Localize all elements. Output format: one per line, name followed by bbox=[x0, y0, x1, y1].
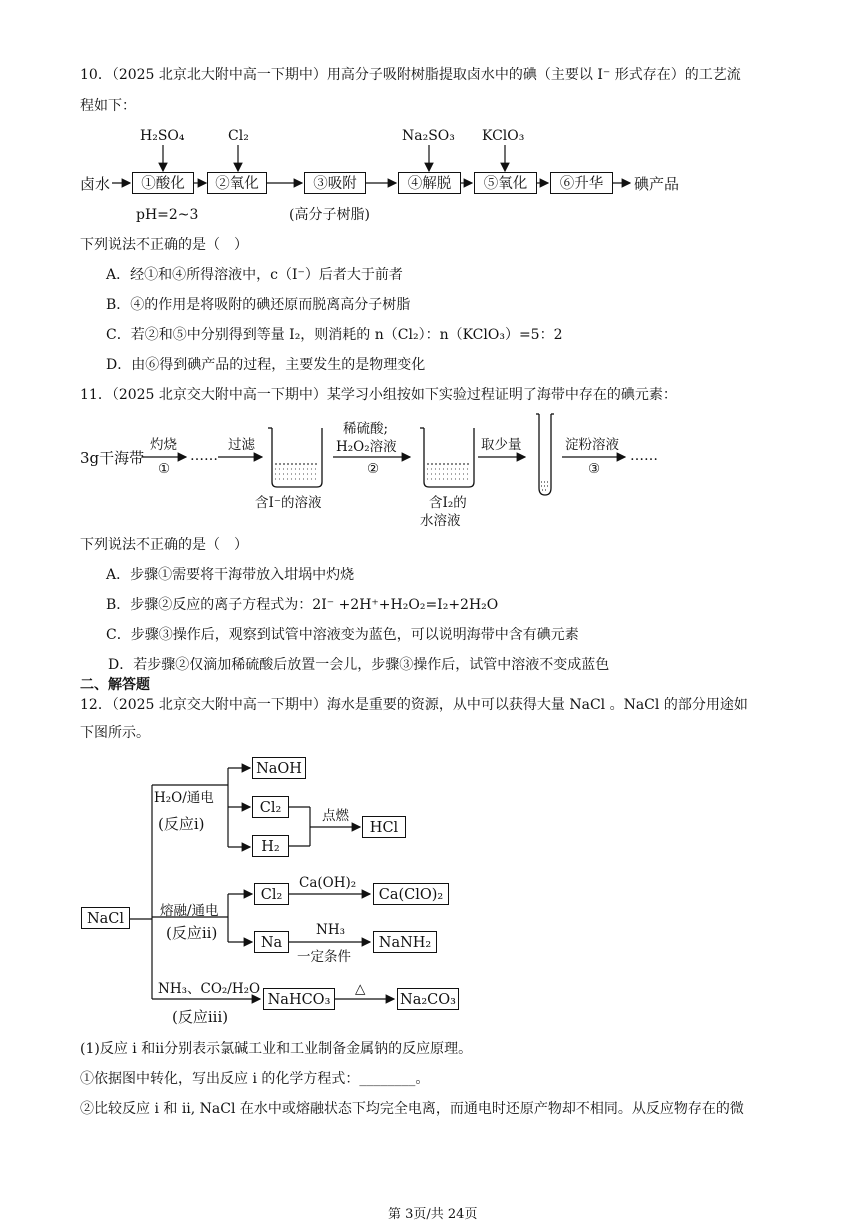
node-h2: H₂ bbox=[252, 835, 289, 857]
step-box-oxidize-1: ②氧化 bbox=[207, 172, 267, 194]
q11-option-a: A．步骤①需要将干海带放入坩埚中灼烧 bbox=[106, 567, 355, 583]
r3-heat-symbol: △ bbox=[355, 981, 366, 997]
r2b-condition-bottom: 一定条件 bbox=[297, 949, 351, 965]
step-box-oxidize-2: ⑤氧化 bbox=[474, 172, 537, 194]
node-caclo2: Ca(ClO)₂ bbox=[373, 883, 449, 905]
step-box-adsorb: ③吸附 bbox=[304, 172, 366, 194]
section-heading-answers: 二、解答题 bbox=[80, 677, 150, 693]
step-box-sublime: ⑥升华 bbox=[550, 172, 613, 194]
r2-condition: 熔融/通电 bbox=[160, 903, 219, 919]
q11-stem: 11．（2025 北京交大附中高一下期中）某学习小组按如下实验过程证明了海带中存在的碘元素： bbox=[80, 387, 677, 403]
flow-ellipsis-1: …… bbox=[190, 448, 218, 464]
node-na2co3: Na₂CO₃ bbox=[397, 988, 459, 1010]
r3-name: (反应iii) bbox=[172, 1008, 229, 1026]
node-nacl: NaCl bbox=[81, 907, 130, 929]
flow-start-brine: 卤水 bbox=[80, 175, 111, 193]
node-cl2-r2: Cl₂ bbox=[254, 883, 289, 905]
arrow2-label-filter: 过滤 bbox=[228, 437, 255, 453]
q10-stem-line2: 程如下： bbox=[80, 98, 136, 114]
beaker1-label: 含I⁻的溶液 bbox=[255, 495, 322, 511]
step-box-desorb: ④解脱 bbox=[398, 172, 461, 194]
node-hcl: HCl bbox=[362, 816, 406, 838]
node-na: Na bbox=[254, 931, 289, 953]
step-box-acidify: ①酸化 bbox=[132, 172, 194, 194]
arrow4-label-sample: 取少量 bbox=[481, 437, 522, 453]
q11-option-b: B．步骤②反应的离子方程式为：2I⁻ +2H⁺+H₂O₂=I₂+2H₂O bbox=[106, 597, 499, 613]
r1-condition: H₂O/通电 bbox=[154, 790, 214, 806]
q11-prompt: 下列说法不正确的是（ ） bbox=[80, 537, 248, 553]
q12-subquestion-1-2: ②比较反应 i 和 ii, NaCl 在水中或熔融状态下均完全电离，而通电时还原产物却不相同。从反应物存在的微 bbox=[80, 1101, 744, 1117]
q12-stem-line2: 下图所示。 bbox=[80, 725, 150, 741]
r3-condition: NH₃、CO₂/H₂O bbox=[158, 981, 261, 997]
node-nahco3: NaHCO₃ bbox=[263, 988, 335, 1010]
arrow1-label-ignite: 灼烧 bbox=[150, 437, 177, 453]
node-cl2-r1: Cl₂ bbox=[252, 796, 289, 818]
page-footer: 第 3页/共 24页 bbox=[388, 1207, 478, 1222]
q12-subquestion-1: (1)反应 i 和ii分别表示氯碱工业和工业制备金属钠的反应原理。 bbox=[80, 1041, 473, 1057]
r2b-condition-top: NH₃ bbox=[316, 922, 345, 938]
beaker2-label-line1: 含I₂的 bbox=[429, 495, 467, 511]
q11-option-d: D．若步骤②仅滴加稀硫酸后放置一会儿，步骤③操作后，试管中溶液不变成蓝色 bbox=[108, 657, 610, 673]
r1-name: (反应i) bbox=[158, 815, 205, 833]
q11-option-c: C．步骤③操作后，观察到试管中溶液变为蓝色，可以说明海带中含有碘元素 bbox=[106, 627, 579, 643]
flow-start-kelp: 3g干海带 bbox=[80, 449, 145, 467]
flow-ellipsis-2: …… bbox=[630, 448, 658, 464]
reagent-cl2: Cl₂ bbox=[228, 128, 249, 144]
q10-prompt: 下列说法不正确的是（ ） bbox=[80, 237, 248, 253]
q10-option-d: D．由⑥得到碘产品的过程，主要发生的是物理变化 bbox=[106, 357, 426, 373]
note-resin: (高分子树脂) bbox=[289, 207, 370, 223]
arrow5-step-number: ③ bbox=[588, 461, 601, 477]
arrow3-label-h2o2: H₂O₂溶液 bbox=[336, 439, 397, 455]
arrow3-step-number: ② bbox=[367, 461, 380, 477]
r2-name: (反应ii) bbox=[166, 924, 218, 942]
arrow1-step-number: ① bbox=[158, 461, 171, 477]
beaker2-label-line2: 水溶液 bbox=[420, 513, 461, 529]
reagent-kclo3: KClO₃ bbox=[482, 128, 525, 144]
r1-extra-condition: 点燃 bbox=[322, 808, 349, 824]
reagent-h2so4: H₂SO₄ bbox=[140, 128, 185, 144]
r2a-condition: Ca(OH)₂ bbox=[299, 875, 357, 891]
arrow5-label-starch: 淀粉溶液 bbox=[565, 437, 619, 453]
flow-end-iodine: 碘产品 bbox=[634, 175, 680, 193]
node-nanh2: NaNH₂ bbox=[373, 931, 437, 953]
reagent-na2so3: Na₂SO₃ bbox=[402, 128, 455, 144]
node-naoh: NaOH bbox=[252, 757, 306, 779]
q12-stem-line1: 12．（2025 北京交大附中高一下期中）海水是重要的资源，从中可以获得大量 NaCl 。NaCl 的部分用途如 bbox=[80, 697, 748, 713]
q10-option-b: B．④的作用是将吸附的碘还原而脱离高分子树脂 bbox=[106, 297, 411, 313]
q10-option-c: C．若②和⑤中分别得到等量 I₂，则消耗的 n（Cl₂）：n（KClO₃）=5：2 bbox=[106, 327, 563, 343]
q10-stem-line1: 10．（2025 北京北大附中高一下期中）用高分子吸附树脂提取卤水中的碘（主要以 I⁻ 形式存在）的工艺流 bbox=[80, 67, 741, 83]
q12-subquestion-1-1: ①依据图中转化，写出反应 i 的化学方程式：________。 bbox=[80, 1071, 430, 1087]
note-ph: pH=2~3 bbox=[136, 207, 199, 223]
arrow3-label-acid: 稀硫酸; bbox=[343, 421, 389, 437]
q10-option-a: A．经①和④所得溶液中，c（I⁻）后者大于前者 bbox=[106, 267, 403, 283]
